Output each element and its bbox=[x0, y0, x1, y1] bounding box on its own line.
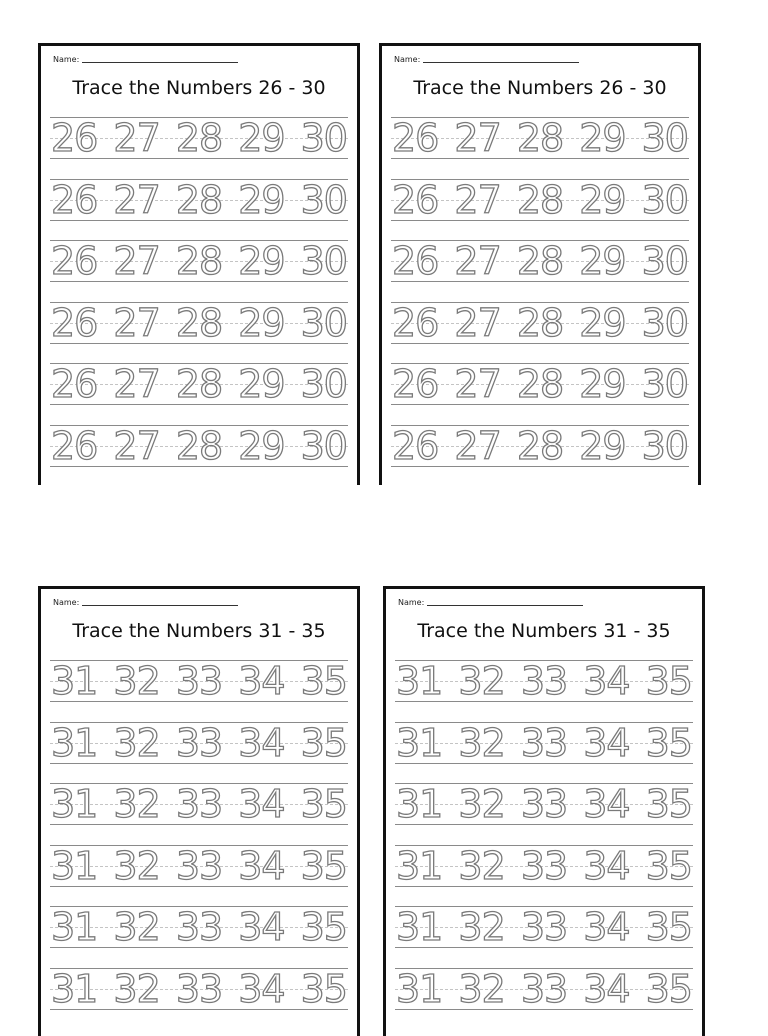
tracing-row bbox=[391, 425, 689, 467]
number-group bbox=[391, 241, 689, 281]
trace-number: 34 bbox=[238, 720, 285, 765]
number-group bbox=[50, 241, 348, 281]
number-group bbox=[50, 661, 348, 701]
trace-number: 33 bbox=[175, 659, 223, 703]
trace-number: 27 bbox=[113, 177, 160, 222]
trace-number: 30 bbox=[641, 423, 688, 468]
trace-number: 34 bbox=[238, 659, 285, 703]
tracing-row bbox=[50, 660, 348, 702]
trace-number: 31 bbox=[396, 659, 443, 703]
trace-number: 26 bbox=[51, 116, 98, 160]
trace-number: 28 bbox=[516, 239, 564, 283]
trace-number: 34 bbox=[583, 782, 630, 826]
tracing-row bbox=[391, 363, 689, 405]
trace-number: 33 bbox=[175, 782, 223, 826]
trace-number: 27 bbox=[113, 300, 160, 345]
trace-number: 31 bbox=[396, 966, 443, 1011]
number-group bbox=[50, 118, 348, 158]
trace-number: 32 bbox=[458, 659, 505, 703]
trace-number: 34 bbox=[238, 843, 285, 888]
trace-number: 33 bbox=[175, 843, 223, 888]
worksheet-title: Trace the Numbers 26 - 30 bbox=[413, 77, 667, 99]
trace-number: 27 bbox=[454, 362, 501, 406]
trace-number: 33 bbox=[520, 905, 568, 949]
tracing-row bbox=[50, 117, 348, 159]
tracing-row bbox=[391, 179, 689, 221]
tracing-row bbox=[391, 240, 689, 282]
trace-number: 31 bbox=[396, 782, 443, 826]
worksheet bbox=[38, 586, 360, 1036]
tracing-row bbox=[50, 968, 348, 1010]
trace-number: 28 bbox=[516, 116, 564, 160]
worksheet bbox=[38, 43, 360, 485]
trace-number: 27 bbox=[113, 239, 160, 283]
name-label: Name: bbox=[398, 598, 425, 607]
number-group bbox=[395, 784, 693, 824]
trace-number: 26 bbox=[51, 239, 98, 283]
tracing-row bbox=[395, 783, 693, 825]
trace-number: 29 bbox=[579, 177, 626, 222]
worksheet-title: Trace the Numbers 26 - 30 bbox=[72, 77, 326, 99]
number-group bbox=[395, 661, 693, 701]
worksheet bbox=[383, 586, 705, 1036]
trace-number: 27 bbox=[454, 300, 501, 345]
trace-number: 30 bbox=[300, 300, 347, 345]
trace-number: 28 bbox=[516, 362, 564, 406]
name-write-line[interactable] bbox=[82, 61, 238, 63]
trace-number: 26 bbox=[51, 423, 98, 468]
trace-number: 32 bbox=[458, 782, 505, 826]
worksheet-title: Trace the Numbers 31 - 35 bbox=[72, 620, 326, 642]
tracing-row bbox=[50, 179, 348, 221]
number-group bbox=[50, 720, 348, 765]
trace-number: 31 bbox=[396, 720, 443, 765]
trace-number: 35 bbox=[300, 843, 347, 888]
trace-number: 34 bbox=[583, 659, 630, 703]
number-group bbox=[395, 966, 693, 1011]
tracing-row bbox=[395, 906, 693, 948]
trace-number: 28 bbox=[516, 300, 564, 345]
trace-number: 34 bbox=[583, 966, 630, 1011]
trace-number: 28 bbox=[516, 177, 564, 222]
trace-number: 32 bbox=[113, 659, 160, 703]
trace-number: 27 bbox=[113, 362, 160, 406]
trace-number: 28 bbox=[175, 362, 223, 406]
trace-number: 29 bbox=[238, 116, 285, 160]
worksheet-title: Trace the Numbers 31 - 35 bbox=[417, 620, 671, 642]
trace-number: 31 bbox=[51, 720, 98, 765]
trace-number: 35 bbox=[645, 843, 692, 888]
trace-number: 29 bbox=[238, 423, 285, 468]
number-group bbox=[50, 423, 348, 468]
trace-number: 31 bbox=[51, 782, 98, 826]
tracing-row bbox=[50, 722, 348, 764]
tracing-row bbox=[395, 845, 693, 887]
trace-number: 26 bbox=[392, 362, 439, 406]
trace-number: 27 bbox=[454, 177, 501, 222]
trace-number: 35 bbox=[645, 905, 692, 949]
name-label: Name: bbox=[394, 55, 421, 64]
trace-number: 29 bbox=[579, 239, 626, 283]
trace-number: 30 bbox=[641, 239, 688, 283]
trace-number: 33 bbox=[175, 905, 223, 949]
trace-number: 33 bbox=[520, 782, 568, 826]
name-write-line[interactable] bbox=[82, 604, 238, 606]
tracing-row bbox=[50, 906, 348, 948]
number-group bbox=[50, 177, 348, 222]
trace-number: 26 bbox=[51, 300, 98, 345]
tracing-row bbox=[50, 363, 348, 405]
name-field bbox=[394, 55, 579, 64]
trace-number: 33 bbox=[175, 966, 223, 1011]
trace-number: 26 bbox=[51, 177, 98, 222]
trace-number: 35 bbox=[300, 966, 347, 1011]
trace-number: 30 bbox=[641, 116, 688, 160]
trace-number: 35 bbox=[300, 720, 347, 765]
trace-number: 34 bbox=[583, 905, 630, 949]
trace-number: 33 bbox=[520, 720, 568, 765]
tracing-row bbox=[50, 302, 348, 344]
trace-number: 30 bbox=[300, 177, 347, 222]
trace-number: 29 bbox=[238, 177, 285, 222]
tracing-row bbox=[50, 240, 348, 282]
number-group bbox=[391, 423, 689, 468]
trace-number: 26 bbox=[392, 177, 439, 222]
trace-number: 32 bbox=[113, 843, 160, 888]
trace-number: 28 bbox=[175, 239, 223, 283]
trace-number: 27 bbox=[454, 423, 501, 468]
tracing-row bbox=[395, 660, 693, 702]
trace-number: 35 bbox=[645, 720, 692, 765]
number-group bbox=[50, 300, 348, 345]
trace-number: 34 bbox=[238, 966, 285, 1011]
trace-number: 32 bbox=[458, 966, 505, 1011]
trace-number: 32 bbox=[458, 905, 505, 949]
number-group bbox=[391, 364, 689, 404]
number-group bbox=[391, 300, 689, 345]
tracing-row bbox=[395, 968, 693, 1010]
trace-number: 35 bbox=[645, 659, 692, 703]
number-group bbox=[50, 966, 348, 1011]
trace-number: 34 bbox=[238, 905, 285, 949]
trace-number: 30 bbox=[641, 177, 688, 222]
tracing-row bbox=[391, 302, 689, 344]
trace-number: 30 bbox=[300, 423, 347, 468]
trace-number: 27 bbox=[454, 239, 501, 283]
number-group bbox=[395, 843, 693, 888]
number-group bbox=[50, 364, 348, 404]
trace-number: 34 bbox=[583, 843, 630, 888]
number-group bbox=[50, 784, 348, 824]
trace-number: 26 bbox=[51, 362, 98, 406]
trace-number: 32 bbox=[458, 720, 505, 765]
trace-number: 35 bbox=[300, 782, 347, 826]
trace-number: 31 bbox=[51, 659, 98, 703]
trace-number: 29 bbox=[238, 239, 285, 283]
trace-number: 27 bbox=[113, 116, 160, 160]
trace-number: 35 bbox=[645, 782, 692, 826]
trace-number: 30 bbox=[300, 362, 347, 406]
trace-number: 29 bbox=[579, 423, 626, 468]
trace-number: 33 bbox=[175, 720, 223, 765]
trace-number: 32 bbox=[458, 843, 505, 888]
tracing-row bbox=[50, 783, 348, 825]
trace-number: 28 bbox=[175, 300, 223, 345]
trace-number: 30 bbox=[641, 362, 688, 406]
name-field bbox=[53, 598, 238, 607]
trace-number: 34 bbox=[583, 720, 630, 765]
number-group bbox=[391, 118, 689, 158]
trace-number: 28 bbox=[516, 423, 564, 468]
trace-number: 32 bbox=[113, 966, 160, 1011]
trace-number: 31 bbox=[51, 966, 98, 1011]
trace-number: 32 bbox=[113, 720, 160, 765]
trace-number: 27 bbox=[454, 116, 501, 160]
worksheet bbox=[379, 43, 701, 485]
trace-number: 31 bbox=[51, 905, 98, 949]
trace-number: 32 bbox=[113, 905, 160, 949]
trace-number: 29 bbox=[238, 300, 285, 345]
trace-number: 33 bbox=[520, 843, 568, 888]
name-field bbox=[398, 598, 583, 607]
trace-number: 33 bbox=[520, 659, 568, 703]
trace-number: 31 bbox=[396, 843, 443, 888]
name-label: Name: bbox=[53, 55, 80, 64]
trace-number: 30 bbox=[300, 116, 347, 160]
trace-number: 35 bbox=[300, 905, 347, 949]
tracing-row bbox=[50, 425, 348, 467]
number-group bbox=[391, 177, 689, 222]
trace-number: 29 bbox=[579, 116, 626, 160]
number-group bbox=[395, 907, 693, 947]
name-write-line[interactable] bbox=[427, 604, 583, 606]
trace-number: 29 bbox=[579, 300, 626, 345]
name-label: Name: bbox=[53, 598, 80, 607]
tracing-row bbox=[50, 845, 348, 887]
trace-number: 34 bbox=[238, 782, 285, 826]
number-group bbox=[50, 843, 348, 888]
name-field bbox=[53, 55, 238, 64]
number-group bbox=[50, 907, 348, 947]
trace-number: 31 bbox=[396, 905, 443, 949]
trace-number: 28 bbox=[175, 116, 223, 160]
trace-number: 26 bbox=[392, 300, 439, 345]
trace-number: 29 bbox=[579, 362, 626, 406]
trace-number: 29 bbox=[238, 362, 285, 406]
trace-number: 30 bbox=[300, 239, 347, 283]
trace-number: 30 bbox=[641, 300, 688, 345]
trace-number: 35 bbox=[300, 659, 347, 703]
trace-number: 28 bbox=[175, 177, 223, 222]
tracing-row bbox=[391, 117, 689, 159]
trace-number: 26 bbox=[392, 239, 439, 283]
trace-number: 26 bbox=[392, 423, 439, 468]
name-write-line[interactable] bbox=[423, 61, 579, 63]
trace-number: 26 bbox=[392, 116, 439, 160]
trace-number: 32 bbox=[113, 782, 160, 826]
trace-number: 35 bbox=[645, 966, 692, 1011]
trace-number: 27 bbox=[113, 423, 160, 468]
trace-number: 31 bbox=[51, 843, 98, 888]
number-group bbox=[395, 720, 693, 765]
tracing-row bbox=[395, 722, 693, 764]
trace-number: 33 bbox=[520, 966, 568, 1011]
trace-number: 28 bbox=[175, 423, 223, 468]
